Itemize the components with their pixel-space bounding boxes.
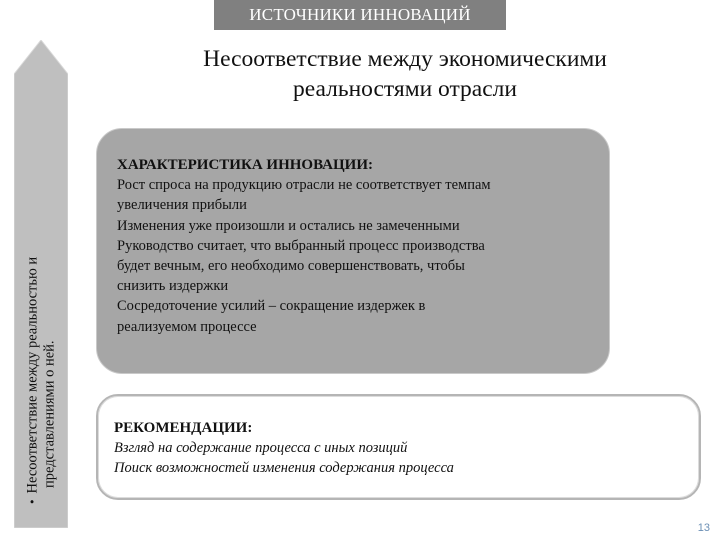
characteristics-line: реализуемом процессе — [117, 318, 257, 335]
slide-heading — [110, 44, 700, 104]
recommendation-line: Взгляд на содержание процесса с иных позиций — [114, 440, 408, 456]
characteristics-line: будет вечным, его необходимо совершенствовать, чтобы — [117, 258, 465, 275]
characteristics-card — [96, 128, 610, 374]
recommendations-label: РЕКОМЕНДАЦИИ: — [114, 420, 253, 436]
side-caption-line1: Несоответствие между реальностью и — [24, 256, 41, 493]
recommendations-card — [96, 394, 701, 500]
characteristics-label: ХАРАКТЕРИСТИКА ИННОВАЦИИ: — [117, 157, 373, 173]
characteristics-line: Изменения уже произошли и остались не замеченными — [117, 217, 460, 234]
characteristics-line: Рост спроса на продукцию отрасли не соответствует темпам — [117, 177, 491, 194]
side-caption-line2: представлениями о ней. — [41, 339, 58, 488]
recommendation-line: Поиск возможностей изменения содержания процесса — [114, 460, 454, 476]
characteristics-line: увеличения прибыли — [117, 197, 247, 214]
characteristics-line: Сосредоточение усилий – сокращение издержек в — [117, 298, 426, 315]
bullet-icon: • — [24, 498, 40, 504]
characteristics-line: Руководство считает, что выбранный процесс производства — [117, 237, 485, 254]
characteristics-line: снизить издержки — [117, 278, 229, 295]
side-caption — [14, 40, 68, 528]
heading-line1: Несоответствие между экономическими — [203, 46, 607, 72]
page-number: 13 — [697, 522, 710, 534]
slide-title: ИСТОЧНИКИ ИННОВАЦИЙ — [249, 5, 471, 24]
heading-line2: реальностями отрасли — [293, 76, 517, 102]
slide-title-bar — [214, 0, 506, 30]
